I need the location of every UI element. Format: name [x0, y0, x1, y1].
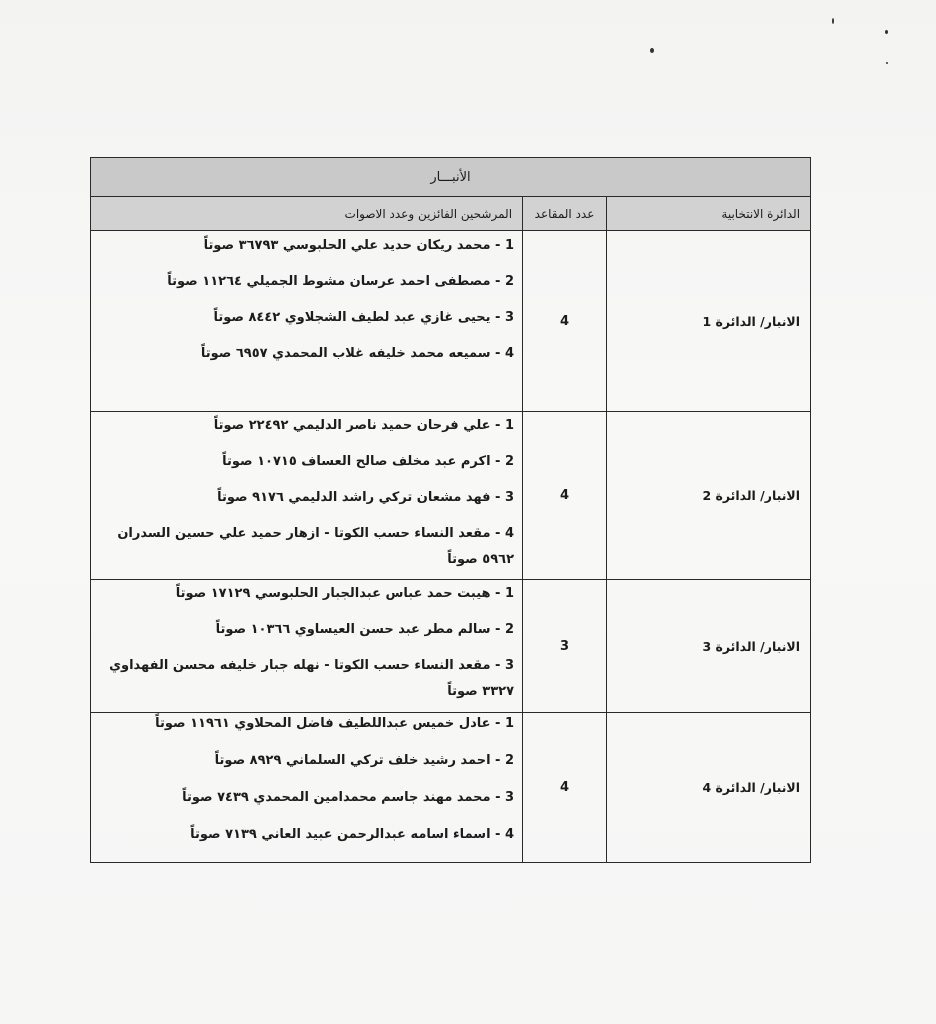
scan-speck — [832, 18, 834, 24]
seats-cell: 4 — [523, 412, 607, 580]
candidate-entry: 3 - محمد مهند جاسم محمدامين المحمدي ٧٤٣٩ صوتاً — [182, 790, 515, 805]
candidate-entry: 1 - علي فرحان حميد ناصر الدليمي ٢٢٤٩٢ صوتاً — [213, 418, 515, 433]
district-cell: الانبار/ الدائرة 2 — [607, 412, 811, 580]
table-row — [91, 580, 811, 713]
header-candidates: المرشحين الفائزين وعدد الاصوات — [91, 197, 523, 231]
candidate-entry: 2 - احمد رشيد خلف تركي السلماني ٨٩٢٩ صوتاً — [214, 753, 515, 768]
seats-cell: 3 — [523, 580, 607, 713]
candidate-entry: 1 - عادل خميس عبداللطيف فاضل المحلاوي ١١٩٦١ صوتاً — [155, 716, 515, 731]
table-header-row — [91, 197, 811, 231]
header-seats: عدد المقاعد — [523, 197, 607, 231]
candidate-entry: 2 - اكرم عبد مخلف صالح العساف ١٠٧١٥ صوتاً — [222, 454, 515, 469]
candidate-entry: 3 - فهد مشعان تركي راشد الدليمي ٩١٧٦ صوتاً — [217, 490, 515, 505]
header-district: الدائرة الانتخابية — [607, 197, 811, 231]
candidate-entry: 4 - مقعد النساء حسب الكوتا - ازهار حميد علي حسين السدران ٥٩٦٢ صوتاً — [117, 526, 515, 567]
candidate-entry: 1 - محمد ريكان حديد علي الحلبوسي ٣٦٧٩٣ صوتاً — [203, 238, 515, 253]
scan-speck — [885, 30, 888, 34]
district-cell: الانبار/ الدائرة 4 — [607, 713, 811, 863]
candidates-cell — [91, 231, 523, 412]
table-title-row — [91, 158, 811, 197]
candidates-cell — [91, 713, 523, 863]
district-cell: الانبار/ الدائرة 3 — [607, 580, 811, 713]
seats-cell: 4 — [523, 231, 607, 412]
candidate-entry: 4 - سميعه محمد خليفه غلاب المحمدي ٦٩٥٧ صوتاً — [200, 346, 515, 361]
candidate-entry: 1 - هيبت حمد عباس عبدالجبار الحلبوسي ١٧١٢٩ صوتاً — [175, 586, 515, 601]
scan-speck — [886, 62, 888, 64]
candidates-cell — [91, 412, 523, 580]
candidate-entry: 2 - سالم مطر عبد حسن العيساوي ١٠٣٦٦ صوتاً — [215, 622, 515, 637]
candidate-entry: 3 - يحيى غازي عبد لطيف الشجلاوي ٨٤٤٢ صوتاً — [213, 310, 515, 325]
candidate-entry: 3 - مقعد النساء حسب الكوتا - نهله جبار خليفه محسن الفهداوي ٣٣٢٧ صوتاً — [109, 658, 515, 699]
election-results-table — [90, 157, 811, 863]
table-title: الأنبـــار — [91, 158, 811, 197]
candidate-entry: 4 - اسماء اسامه عبدالرحمن عبيد العاني ٧١٣٩ صوتاً — [190, 827, 515, 842]
candidates-cell — [91, 580, 523, 713]
candidate-entry: 2 - مصطفى احمد عرسان مشوط الجميلي ١١٢٦٤ صوتاً — [167, 274, 515, 289]
district-cell: الانبار/ الدائرة 1 — [607, 231, 811, 412]
table-row — [91, 412, 811, 580]
table-row — [91, 231, 811, 412]
seats-cell: 4 — [523, 713, 607, 863]
scan-speck — [650, 48, 654, 53]
table-row — [91, 713, 811, 863]
